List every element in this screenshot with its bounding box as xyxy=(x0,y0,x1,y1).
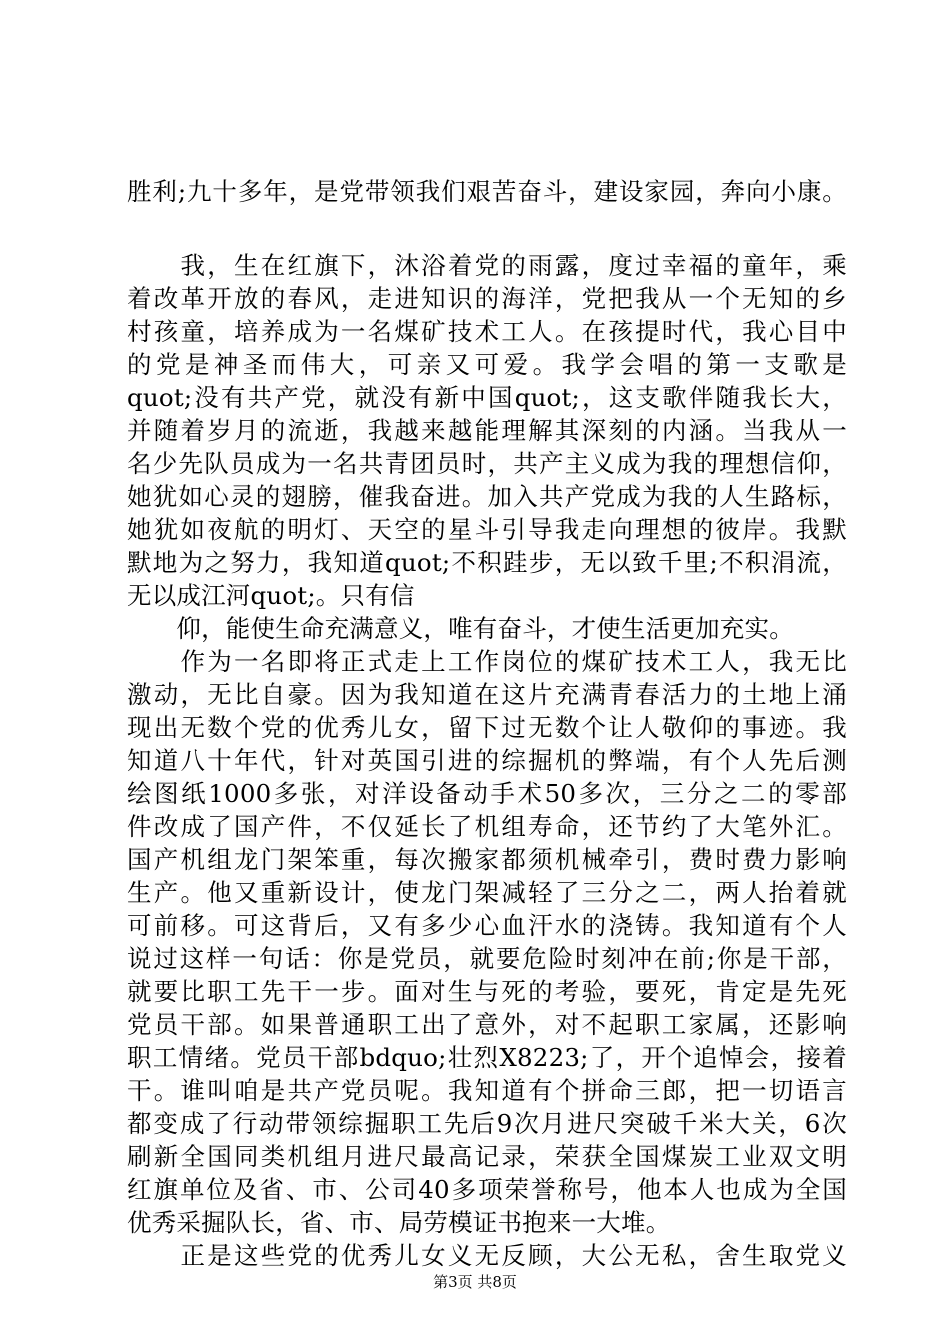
text-line: 作为一名即将正式走上工作岗位的煤矿技术工人，我无比 xyxy=(127,647,847,676)
text-line: 干。谁叫咱是共产党员呢。我知道有个拼命三郎，把一切语言 xyxy=(127,1076,847,1105)
text-line: 职工情绪。党员干部bdquo;壮烈X8223;了，开个追悼会，接着 xyxy=(127,1043,847,1072)
text-line: 可前移。可这背后，又有多少心血汗水的浇铸。我知道有个人 xyxy=(127,911,847,940)
text-line: 刷新全国同类机组月进尺最高记录，荣获全国煤炭工业双文明 xyxy=(127,1142,847,1171)
text-line: 国产机组龙门架笨重，每次搬家都须机械牵引，费时费力影响 xyxy=(127,845,847,874)
text-line: 知道八十年代，针对英国引进的综掘机的弊端，有个人先后测 xyxy=(127,746,847,775)
text-line: 着改革开放的春风，走进知识的海洋，党把我从一个无知的乡 xyxy=(127,284,847,313)
text-line: 村孩童，培养成为一名煤矿技术工人。在孩提时代，我心目中 xyxy=(127,317,847,346)
text-line: 她犹如心灵的翅膀，催我奋进。加入共产党成为我的人生路标， xyxy=(127,482,847,511)
text-line: 默地为之努力，我知道quot;不积跬步，无以致千里;不积涓流， xyxy=(127,548,847,577)
text-line: 说过这样一句话：你是党员，就要危险时刻冲在前;你是干部， xyxy=(127,944,847,973)
text-line: 优秀采掘队长，省、市、局劳模证书抱来一大堆。 xyxy=(127,1208,671,1237)
text-line: 她犹如夜航的明灯、天空的星斗引导我走向理想的彼岸。我默 xyxy=(127,515,847,544)
text-line: 并随着岁月的流逝，我越来越能理解其深刻的内涵。当我从一 xyxy=(127,416,847,445)
page-number-footer: 第3页 共8页 xyxy=(433,1273,517,1291)
text-line: 激动，无比自豪。因为我知道在这片充满青春活力的土地上涌 xyxy=(127,680,847,709)
text-line: 正是这些党的优秀儿女义无反顾，大公无私，舍生取党义 xyxy=(127,1241,847,1270)
text-line: 件改成了国产件，不仅延长了机组寿命，还节约了大笔外汇。 xyxy=(127,812,847,841)
text-line: quot;没有共产党，就没有新中国quot;，这支歌伴随我长大， xyxy=(127,383,847,412)
text-line: 现出无数个党的优秀儿女，留下过无数个让人敬仰的事迹。我 xyxy=(127,713,847,742)
text-line: 红旗单位及省、市、公司40多项荣誉称号，他本人也成为全国 xyxy=(127,1175,847,1204)
text-line: 都变成了行动带领综掘职工先后9次月进尺突破千米大关，6次 xyxy=(127,1109,847,1138)
text-line: 绘图纸1000多张，对洋设备动手术50多次，三分之二的零部 xyxy=(127,779,847,808)
text-line: 我，生在红旗下，沐浴着党的雨露，度过幸福的童年，乘 xyxy=(127,251,847,280)
text-line: 生产。他又重新设计，使龙门架减轻了三分之二，两人抬着就 xyxy=(127,878,847,907)
text-line: 党员干部。如果普通职工出了意外，对不起职工家属，还影响 xyxy=(127,1010,847,1039)
text-line: 胜利;九十多年，是党带领我们艰苦奋斗，建设家园，奔向小康。 xyxy=(127,177,847,206)
text-line: 就要比职工先干一步。面对生与死的考验，要死，肯定是先死 xyxy=(127,977,847,1006)
text-line: 名少先队员成为一名共青团员时，共产主义成为我的理想信仰， xyxy=(127,449,847,478)
text-line: 无以成江河quot;。只有信 xyxy=(127,581,415,610)
text-line: 的党是神圣而伟大，可亲又可爱。我学会唱的第一支歌是 xyxy=(127,350,847,379)
text-line: 仰，能使生命充满意义，唯有奋斗，才使生活更加充实。 xyxy=(127,614,794,643)
